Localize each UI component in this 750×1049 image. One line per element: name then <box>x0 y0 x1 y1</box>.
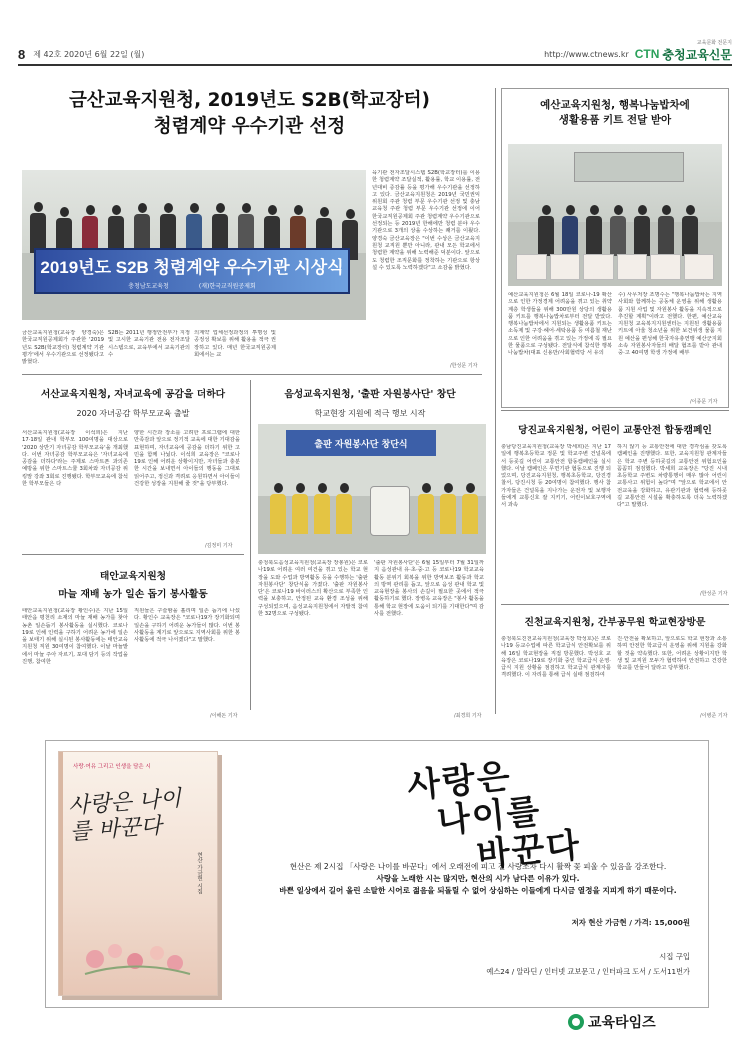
publisher-name: 교육타임즈 <box>588 1014 656 1030</box>
masthead-ctn: CTN <box>634 47 660 61</box>
book-cover <box>58 751 218 996</box>
page-number: 8 <box>18 46 26 62</box>
article1-headline-line1: 금산교육지원청, 2019년도 S2B(학교장터) <box>69 90 430 111</box>
photo-banner: 출판 자원봉사단 창단식 <box>286 430 436 456</box>
article2-headline <box>506 98 724 128</box>
article1-col4: 육기관 전자조달시스템 S2B(학교장터)를 이용한 청렴계약 조달실적, 활용률, 학교 이용률, 전년대비 증감률 등을 평가해 우수기관을 선정하고 있다. 금산교육지원청은 2019년 국민권익위원회 주관 청렴 부문 우수기관 선정 및 충남교육청 주관 청렴 부문 우수기관 선정에 이어 한국교직원공제회 주관 청렴계약 우수기관으로 선정되는 등 2019년 한해에만 청렴 분야 우수기관으로 3개의 상을 수상하는 쾌거를 이뤘다. 양경숙 금산교육장은 "이번 수상은 금산교육지원청 교직원 뿐만 아니라, 관내 모든 학교에서 청렴한 계약을 위해 노력해준 덕분이다. 앞으로도 청렴한 조직문화를 정착하는 기관으로 항상 설 수 있도록 노력하겠다"고 소감을 밝혔다. <box>372 170 480 271</box>
article6-credit: /한성준 기자 <box>700 591 728 597</box>
article4-credit: /최경희 기자 <box>454 713 482 719</box>
book-price: 저자 현산 가금현 / 가격: 15,000원 <box>571 918 690 927</box>
article5-col1: 태안교육지원청(교육장 황인수)은 지난 15일 태안읍 평천리 소재의 마늘 재배 농가를 찾아 농촌 일손돕기 봉사활동을 실시했다. 코로나19로 인해 인력을 구하기 어려운 농가에 일손을 보태기 위해 실시된 봉사활동에는 태안교육지원청 직원 30여명이 참여했다. 이날 마늘밭에서 마늘 주아 자르기, 포대 담기 등의 작업을 진행, 참여한 <box>22 608 128 666</box>
issue-date: 제 42호 2020년 6월 22일 (월) <box>33 49 145 59</box>
article2-headline-line2: 생활용품 키트 전달 받아 <box>558 114 672 126</box>
banner-org-right: (재)한국교직원공제회 <box>198 282 256 290</box>
ad-copy-line1: 현산은 제 2시집 「사랑은 나이를 바꾼다」에서 오래전에 피고 진 사랑조차 다시 활짝 꽃 피울 수 있음을 강조한다. <box>289 862 667 871</box>
calligraphy-line2: 나이를 <box>435 791 544 842</box>
site-url[interactable]: http://www.ctnews.kr <box>544 49 629 59</box>
article2-col2: 수) 사무처장 조명수는 "행복나눔밥차는 지역사회와 함께하는 공동체 운영을 위해 생활용품 지원 사업 및 자원봉사 활동을 지속적으로 추진할 계획"이라고 전했다. 한편, 예산교육지원청 교육복지지원센터는 지원된 생활용품 키트에 아울 청소년을 위한 보건위생 물품 지원 예산을 편성해 한국자유총연맹 예산군지회 소속 자원봉사자들의 배달 협조를 받아 관내 중·고 40여명 학생 가정에 배부 <box>618 292 722 357</box>
publisher-logo <box>568 1012 656 1032</box>
page-header <box>18 39 732 66</box>
article3-subhead: 2020 자녀공감 학부모교육 출발 <box>76 409 190 418</box>
book-title: 사랑은 나이를 바꾼다 <box>67 786 183 846</box>
article6-col1: 충남당진교육지원청(교육장 박세희)은 지난 17일에 행복초등학교 정문 및 학교주변 건널목에서 등굣길 어린이 교통안전 합동캠페인을 실시했다. 이날 캠페인은 무면기관 협동으로 진행 되었으며, 당진교육지원청, 행복초등학교, 당진경찰서, 당진시청 등 20여명이 참여했다. 행사 참가자들은 건널목을 지나가는 운전자 및 보행자들에게 교통신호 잘 지키기, 어린이보호구역에서 과속 <box>501 444 611 509</box>
flower-illustration-icon <box>75 929 195 979</box>
article6-headline: 당진교육지원청, 어린이 교통안전 합동캠페인 <box>518 425 712 436</box>
article4-col2: '출판 자원봉사단'은 6월 15일부터 7월 31일까지 음성관내 유·초·중·고 등 코로나19 학교교육활동 분위기 회복을 위한 방역보조 활동과 학교의 방역 관리를 돕고, 앞으로 음성 관내 학교 및 교육현장을 봉사의 손길이 필요한 곳에서 적극 활동하기로 했다. 장병옥 교육장은 "봉사 활동을 통해 학교 현장에 도움이 되기를 기대한다"며 감사를 전했다. <box>374 560 484 618</box>
article5-headline: 태안교육지원청 <box>99 571 167 582</box>
book-tagline: 사랑·여유 그리고 인생을 담은 시 <box>73 764 151 770</box>
book-author: 현산 가금현 시집 <box>196 852 202 894</box>
banner-org-left: 충청남도교육청 <box>128 282 169 290</box>
ad-copy-line3: 바쁜 일상에서 길어 올린 소탈한 시어로 젊음을 되돌릴 수 없어 상심하는 이들에게 다시금 열정을 지피게 하기 때문이다. <box>279 886 677 895</box>
article1-col2: S2B는 2011년 행정안전부가 지정 및 고시한 교육기관 전용 전자조달시스템으로, 교육부에서 교육기관의 수 <box>108 330 190 358</box>
publisher-logo-icon <box>568 1014 584 1030</box>
article4-headline: 음성교육지원청, '출판 자원봉사단' 창단 <box>284 389 456 400</box>
calligraphy-line1: 사랑은 <box>405 756 514 807</box>
article1-col3: 의계약 업체선정과정의 투명성 및 공정성 확보를 위해 활용을 적극 권장하고 있다. 매년 한국교직원공제회에서는 교 <box>194 330 276 358</box>
article3-col1: 서산교육지원청(교육장 이석희)은 지난 17·18일 관내 학부모 100여명을 대상으로 '2020 상반기 자녀공감 학부모교육'을 개최했다. 이번 자녀공감 학부모교육은 '자녀교육에 공감을 더하다'라는 주제로 스마트폰 과의존 예방을 위한 스마트스쿨 3회차와 자녀공감 위킹맘 강좌 3회로 진행됐다. 학부모교육에 참석한 학부모들은 다 <box>22 430 128 488</box>
article2-photo <box>508 144 722 286</box>
calligraphy-line3: 바꾼다 <box>474 825 584 876</box>
article5-credit: /이해돈 기자 <box>210 713 238 719</box>
masthead-name: 충청교육신문 <box>662 47 732 62</box>
article5-col2: 직원들은 구슬땀을 흘리며 일손 돕기에 나섰다. 황인수 교육장은 "코로나19가 장기화되며 일손을 구하기 어려운 농가들이 많다. 이번 봉사활동을 계기로 앞으로도 지역사회를 위한 봉사활동에 적극 나서겠다"고 말했다. <box>134 608 240 644</box>
article7-col1: 충청북도진천교육지원청(교육장 박성호)은 코로나19 등교수업에 따른 학교급식 안전확보를 위해 16일 학교현장을 직접 방문했다. 박성호 교육장은 코로나19로 장기화 중인 학교급식 운영·급식 지원 상황을 점검하고 학교급식 관계자를 격려했다. 이 자리를 통해 급식 실태 점검하여 <box>501 636 611 679</box>
article1-headline-line2: 청렴계약 우수기관 선정 <box>153 116 346 137</box>
ad-copy-line2: 사랑을 노래한 시는 많지만, 현산의 시가 남다른 이유가 있다. <box>376 874 580 883</box>
article7-col2: 진·안전을 확보하고, 앞으로도 학교 현장과 소통하며 안전한 학교급식 운영을 위해 지원을 강화할 것을 약속했다. 또한, 어려운 상황이지만 학생 및 교직원 모두가 협력하여 안전하고 건강한 학교를 만들어 달라고 당부했다. <box>617 636 727 672</box>
banner-title: 2019년도 S2B 청렴계약 우수기관 시상식 <box>40 257 344 277</box>
article3-credit: /김정미 기자 <box>205 543 233 549</box>
buy-title: 시집 구입 <box>659 952 690 961</box>
s2b-ceremony-banner <box>34 248 350 294</box>
article2-headline-line1: 예산교육지원청, 행복나눔밥차에 <box>540 99 690 111</box>
buy-stores[interactable]: 예스24 / 알라딘 / 인터넷 교보문고 / 인터파크 도서 / 도서11번가 <box>486 967 690 976</box>
masthead-subtitle: 교육문화 전문지 <box>696 39 732 46</box>
article2-credit: /이종문 기자 <box>690 399 718 405</box>
article7-credit: /이병준 기자 <box>700 713 728 719</box>
article3-col2: 양한 시간과 장소를 고려한 프로그램에 대한 만족감과 앞으로 정기적 교육에 대한 기대감을 표현하며, 자녀교육에 공감을 더하기 위한 고민을 함께 나눴다. 이석희 교육장은 "코로나19로 인해 어려운 상황이지만, 자녀들과 충분한 시간을 보내면서 아이들의 행동을 그대로 읽어주고, 정신과 격려로 응원하면서 아이들이 건강한 성장을 지원해 줄 것"을 당부했다. <box>134 430 240 488</box>
article1-col1: 금산교육지원청(교육장 양경숙)은 한국교직원공제회가 주관한 '2019년도 S2B(학교장터) 청렴계약 기관평가'에서 우수기관으로 선정됐다고 밝혔다. <box>22 330 104 366</box>
article4-photo <box>258 424 486 554</box>
article4-col1: 충청북도음성교육지원청(교육장 장봉원)은 코로나19로 어려운 여러 여건을 겪고 있는 학교 현장을 도와 수업과 방역활동 등을 수행하는 '출판 자원봉사단' 창단식을 가졌다. '출판 자원봉사단'은 코로나19 바이러스의 확산으로 부족한 인력을 보충하고, 안정된 교육 환경 조성을 위해 구성되었으며, 음성교육지원청에서 자발적 참여한 32명으로 구성됐다. <box>258 560 368 618</box>
article2-col1: 예산교육지원청은 6월 18일 코로나-19 확산으로 인한 가정경제 어려움을 겪고 있는 취약계층 학생들을 위해 300만원 상당의 생활용품 키트를 행복나눔밥차로부터 전달 받았다. 행복나눔밥차에서 지원되는 생활용품 키트는 소독제 및 구강·헤어·세탁용품 등 여름철 재난으로 인한 어려움을 겪고 있는 가정에 꼭 필요한 물품으로 구성됐다. 전달식에 참석한 행복나눔밥차(대표 신용만/사회협력당 서 유의 <box>508 292 612 357</box>
book-advertisement[interactable] <box>45 740 709 1008</box>
masthead <box>634 39 732 63</box>
article1-headline <box>22 88 477 140</box>
article3-headline: 서산교육지원청, 자녀교육에 공감을 더하다 <box>40 389 226 400</box>
article5-subhead: 마늘 재배 농가 일손 돕기 봉사활동 <box>58 589 208 600</box>
article1-photo <box>22 170 366 320</box>
ad-copy <box>258 861 698 897</box>
article7-headline: 진천교육지원청, 간부공무원 학교현장방문 <box>524 617 706 628</box>
article1-credit: /한성문 기자 <box>450 363 478 369</box>
article4-subhead: 학교현장 지원에 적극 행보 시작 <box>314 409 426 418</box>
article6-col2: 하지 않기 등 교통안전에 대한 경각심을 갖도록 캠페인을 진행했다. 또한, 교육지원청 관계자들은 학교 주변 등하굣길의 교통안전 위험요인을 꼼꼼히 점검했다. 박세희 교육장은 "당진 시내 초등학교 주변도 차량통행이 매우 많아 어린이 교통사고 위험이 높다"며 "앞으로 학교에서 안전교육을 강화하고, 유관기관과 협력해 등하굣길 교통안전 시설을 확충하도록 더욱 노력하겠다"고 말했다. <box>617 444 727 509</box>
